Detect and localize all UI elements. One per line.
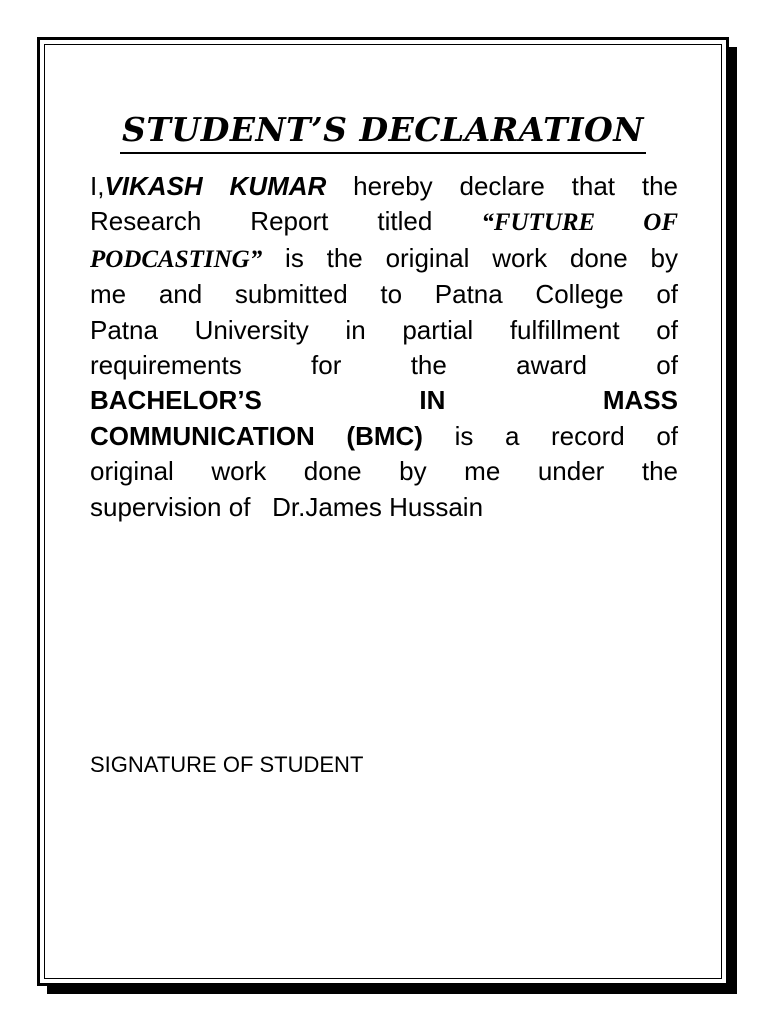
declaration-prefix: I, bbox=[90, 171, 105, 201]
page-title: STUDENT’S DECLARATION bbox=[120, 110, 646, 154]
declaration-text-2: Research Report titled bbox=[90, 206, 482, 237]
declaration-line: me and submitted to Patna College of bbox=[90, 279, 678, 310]
declaration-line bbox=[90, 419, 678, 454]
supervisor-line: supervision of Dr.James Hussain bbox=[90, 491, 484, 522]
page-border bbox=[37, 37, 729, 986]
declaration-line: Patna University in partial fulfillment of bbox=[90, 314, 678, 345]
declaration-text-7: is a record of bbox=[422, 420, 679, 451]
report-title-part2: PODCASTING” bbox=[90, 245, 263, 273]
declaration-text bbox=[90, 169, 678, 525]
signature-label: SIGNATURE OF STUDENT bbox=[90, 752, 364, 777]
declaration-line: original work done by me under the bbox=[90, 456, 678, 487]
declaration-text-3: is the original work done by bbox=[262, 242, 678, 273]
declaration-line bbox=[90, 241, 678, 277]
title-container bbox=[40, 110, 726, 154]
degree-part2: COMMUNICATION (BMC) bbox=[90, 420, 423, 451]
declaration-line bbox=[90, 204, 678, 240]
report-title-part1: “FUTURE OF bbox=[481, 209, 678, 237]
degree-part1: BACHELOR’S IN MASS bbox=[90, 385, 678, 416]
declaration-text-1: hereby declare that the bbox=[326, 171, 678, 201]
student-name: VIKASH KUMAR bbox=[104, 171, 327, 201]
declaration-line: requirements for the award of bbox=[90, 350, 678, 381]
declaration-line bbox=[90, 169, 678, 204]
